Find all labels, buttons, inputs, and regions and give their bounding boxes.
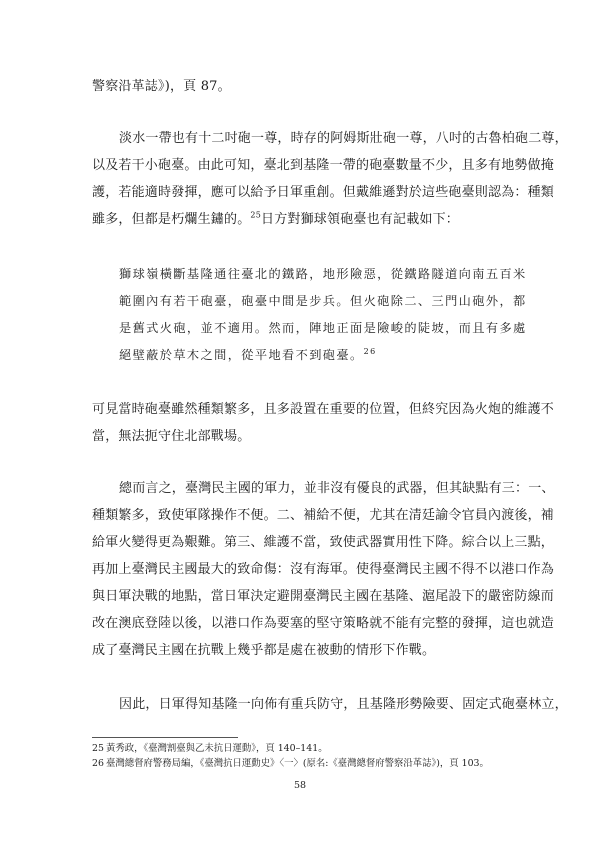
text-line xyxy=(92,211,459,229)
text-line: 因此，日軍得知基隆一向佈有重兵防守，且基隆形勢險要、固定式砲臺林立， xyxy=(119,697,568,712)
text-line: 以及若干小砲臺。由此可知，臺北到基隆一帶的砲臺數量不少，且多有地勢做掩 xyxy=(92,158,555,173)
footnote xyxy=(92,743,328,755)
text-line: 護，若能適時發揮，應可以給予日軍重創。但戴維遜對於這些砲臺則認為：種類 xyxy=(92,185,555,200)
text-span: 絕壁蔽於草木之間，從平地看不到砲臺。 xyxy=(119,348,364,362)
quote-line: 是舊式火砲，並不適用。然而，陣地正面是險峻的陡坡，而且有多處 xyxy=(119,321,527,335)
text-span: 雖多，但都是朽爛生鏽的。 xyxy=(92,212,251,227)
text-line: 成了臺灣民主國在抗戰上幾乎都是處在被動的情形下作戰。 xyxy=(92,643,436,658)
text-line: 改在澳底登陸以後，以港口作為要塞的堅守策略就不能有完整的發揮，這也就造 xyxy=(92,616,555,631)
text-line: 與日軍決戰的地點，當日軍決定避開臺灣民主國在基隆、滬尾設下的嚴密防線而 xyxy=(92,589,555,604)
text-line: 給軍火變得更為艱難。第三、維護不當，致使武器實用性下降。綜合以上三點， xyxy=(92,535,555,550)
quote-line xyxy=(119,346,377,364)
footnote xyxy=(92,758,489,770)
page-number: 58 xyxy=(293,780,307,791)
footnote-ref: 26 xyxy=(363,346,377,356)
quote-line: 範圍內有若干砲臺，砲臺中間是步兵。但火砲除二、三門山砲外，都 xyxy=(119,294,527,308)
text-line: 再加上臺灣民主國最大的致命傷：沒有海軍。使得臺灣民主國不得不以港口作為 xyxy=(92,562,555,577)
text-line: 種類繁多，致使軍隊操作不便。二、補給不便，尤其在清廷諭令官員內渡後，補 xyxy=(92,508,555,523)
text-line: 淡水一帶也有十二吋砲一尊，時存的阿姆斯壯砲一尊，八吋的古魯柏砲二尊， xyxy=(119,131,568,146)
text-line: 警察沿革誌》)，頁 87。 xyxy=(92,79,231,94)
footnote-text: 臺灣總督府警務局編，《臺灣抗日運動史》〈一〉(原名:《臺灣總督府警察沿革誌》)，頁 103。 xyxy=(106,758,489,769)
text-line: 總而言之，臺灣民主國的軍力，並非沒有優良的武器，但其缺點有三：一、 xyxy=(119,481,555,496)
footnote-divider xyxy=(92,737,238,738)
text-span: 日方對獅球領砲臺也有記載如下： xyxy=(261,212,460,227)
text-line: 可見當時砲臺雖然種類繁多，且多設置在重要的位置，但終究因為火炮的維護不 xyxy=(92,402,555,417)
footnote-text: 黃秀政，《臺灣割臺與乙未抗日運動》，頁 140–141。 xyxy=(106,743,328,754)
footnote-ref: 25 xyxy=(250,210,261,220)
quote-line: 獅球嶺橫斷基隆通往臺北的鐵路，地形險惡，從鐵路隧道向南五百米 xyxy=(119,267,527,281)
footnote-number: 26 xyxy=(92,758,104,769)
text-line: 當，無法扼守住北部戰場。 xyxy=(92,429,251,444)
footnote-number: 25 xyxy=(92,743,104,754)
